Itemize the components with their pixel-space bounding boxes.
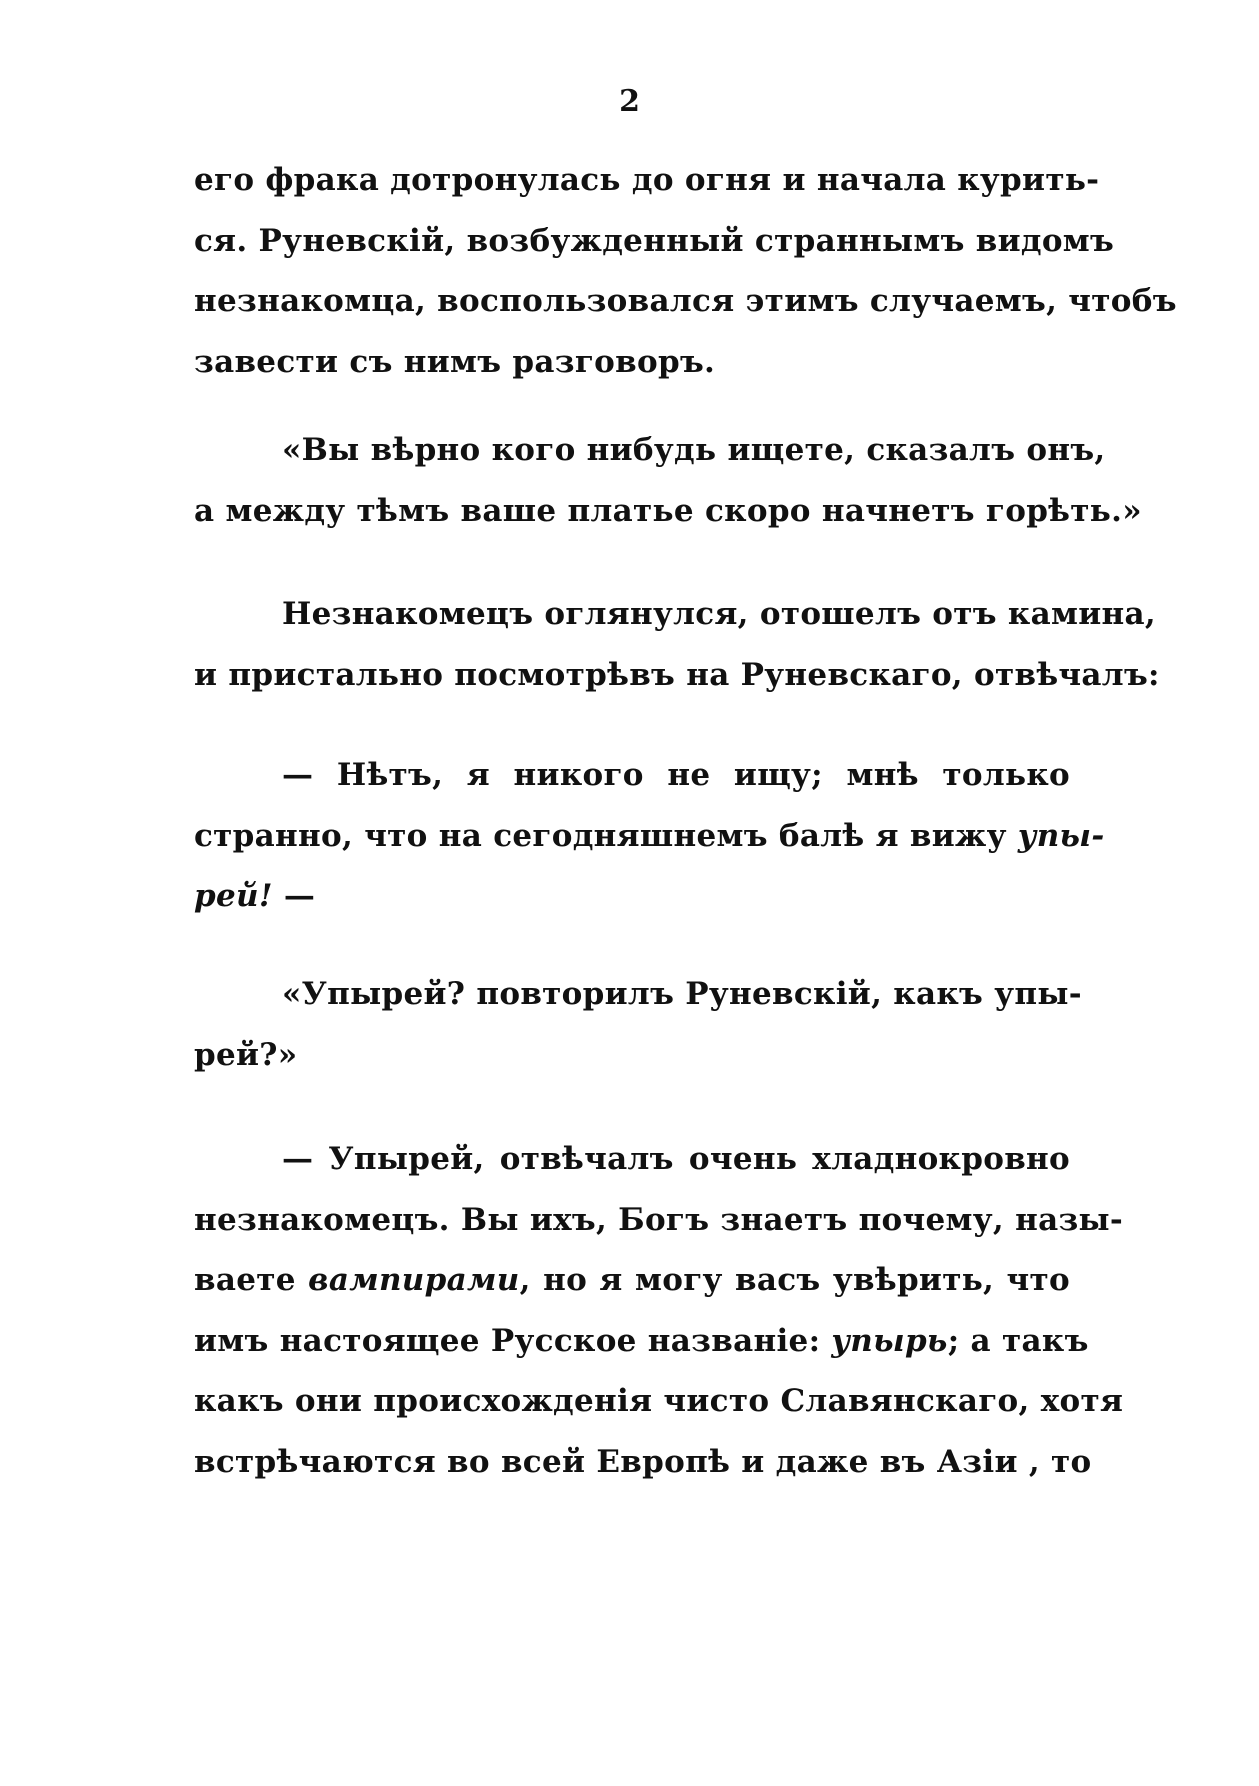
text-run: — <box>272 878 316 914</box>
text-run: — Нѣтъ, я никого не ищу; мнѣ только <box>282 757 1070 793</box>
text-line: «Упырей? повторилъ Руневскій, какъ упы- <box>282 976 1082 1012</box>
text-run: ; а такъ <box>947 1322 1089 1359</box>
paragraph-1 <box>194 150 1177 392</box>
italic-run: упырь <box>831 1322 948 1359</box>
text-line: его фрака дотронулась до огня и начала курить- <box>194 162 1100 198</box>
paragraph-5 <box>194 964 1082 1085</box>
page-number: 2 <box>619 84 640 119</box>
text-line: и пристально посмотрѣвъ на Руневскаго, отвѣчалъ: <box>194 656 1160 693</box>
text-line: Незнакомецъ оглянулся, отошелъ отъ камина, <box>282 596 1156 632</box>
text-line <box>194 1190 1124 1251</box>
text-run: — Упырей, отвѣчалъ очень хладнокровно <box>282 1141 1070 1177</box>
text-line: завести съ нимъ разговоръ. <box>194 343 716 380</box>
text-run: незнакомецъ. Вы ихъ, Богъ знаетъ почему, назы- <box>194 1201 1124 1238</box>
italic-run: упы- <box>1017 817 1105 854</box>
text-line <box>194 1371 1124 1432</box>
paragraph-4 <box>194 745 1105 927</box>
italic-run: вампирами <box>308 1262 520 1298</box>
text-line: а между тѣмъ ваше платье скоро начнетъ горѣть.» <box>194 492 1142 529</box>
text-run: встрѣчаются во всей Европѣ и даже въ Азіи , то <box>194 1443 1092 1480</box>
text-line <box>194 745 1070 806</box>
text-line <box>194 1311 1089 1372</box>
paragraph-2 <box>194 420 1142 541</box>
text-line <box>194 1432 1092 1493</box>
text-line <box>194 1250 1070 1311</box>
text-line: незнакомца, воспользовался этимъ случаемъ, чтобъ <box>194 283 1177 319</box>
text-line <box>194 866 1070 927</box>
text-line <box>194 1129 1070 1190</box>
text-run: ваете <box>194 1262 309 1298</box>
text-line: ся. Руневскій, возбужденный страннымъ видомъ <box>194 222 1115 259</box>
text-run: , но я могу васъ увѣрить, что <box>519 1262 1070 1298</box>
text-run: странно, что на сегодняшнемъ балѣ я вижу <box>194 817 1018 854</box>
italic-run: рей! <box>194 878 273 914</box>
text-line <box>194 806 1105 867</box>
paragraph-3 <box>194 584 1160 705</box>
text-run: какъ они происхожденія чисто Славянскаго, хотя <box>194 1383 1124 1419</box>
paragraph-6 <box>194 1129 1124 1492</box>
text-line: «Вы вѣрно кого нибудь ищете, сказалъ онъ, <box>282 432 1106 468</box>
text-run: имъ настоящее Русское названіе: <box>194 1322 832 1359</box>
text-line: рей?» <box>194 1036 298 1073</box>
